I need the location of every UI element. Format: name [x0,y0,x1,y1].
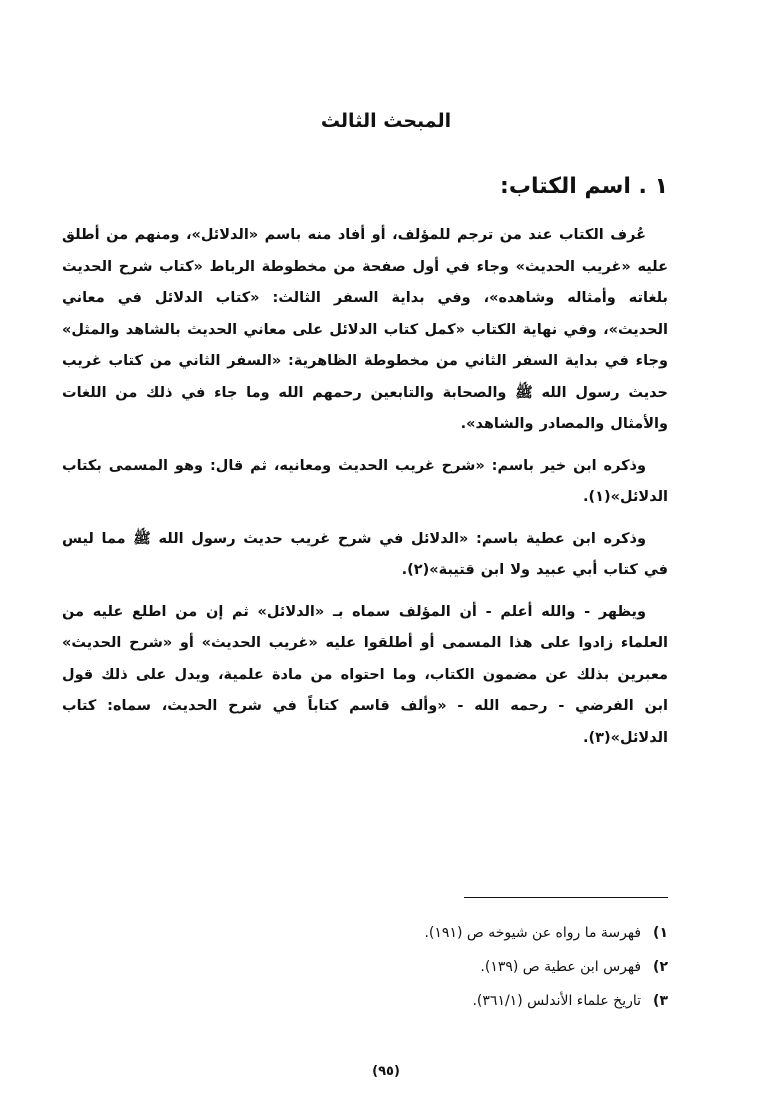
footnote-number: ١) [653,925,668,941]
footnote-divider [464,897,668,898]
footnotes-list [268,916,668,1018]
page-number: (٩٥) [372,1064,400,1079]
paragraph: عُرف الكتاب عند من ترجم للمؤلف، أو أفاد منه باسم «الدلائل»، ومنهم من أطلق عليه «غريب الحديث» وجاء في أول صفحة من مخطوطة الرباط «كتاب شرح الحديث بلغاته وأمثاله وشاهده»، وفي بداية السفر الثالث: «كتاب الدلائل في معاني الحديث»، وفي نهاية الكتاب «كمل كتاب الدلائل على معاني الحديث بالشاهد والمثل» وجاء في بداية السفر الثاني من مخطوطة الظاهرية: «السفر الثاني من كتاب غريب حديث رسول الله ﷺ والصحابة والتابعين رحمهم الله وما جاء في ذلك من اللغات والأمثال والمصادر والشاهد». [62,227,668,432]
footnote-text: تاريخ علماء الأندلس (٣٦١/١). [472,993,642,1009]
section-title: المبحث الثالث [320,110,452,132]
paragraph: ويظهر - والله أعلم - أن المؤلف سماه بـ «الدلائل» ثم إن من اطلع عليه من العلماء زادوا على هذا المسمى أو أطلقوا عليه «غريب الحديث» أو «شرح الحديث» معبرين بذلك عن مضمون الكتاب، وما احتواه من مادة علمية، ويدل على ذلك قول ابن الفرضي - رحمه الله - «وألف قاسم كتاباً في شرح الحديث، سماه: كتاب الدلائل»(٣). [62,603,668,746]
body-text [62,220,668,754]
footnote [268,950,668,984]
footnote-number: ٣) [653,993,668,1009]
subheading-book-name: ١ . اسم الكتاب: [500,174,668,199]
footnote-text: فهرس ابن عطية ص (١٣٩). [480,959,642,975]
footnote [268,916,668,950]
paragraph: وذكره ابن عطية باسم: «الدلائل في شرح غريب حديث رسول الله ﷺ مما ليس في كتاب أبي عبيد ولا ابن قتيبة»(٢). [62,530,668,578]
paragraph: وذكره ابن خير باسم: «شرح غريب الحديث ومعانيه، ثم قال: وهو المسمى بكتاب الدلائل»(١). [62,457,668,505]
footnote-number: ٢) [653,959,668,975]
footnote-text: فهرسة ما رواه عن شيوخه ص (١٩١). [424,925,642,941]
footnote [268,984,668,1018]
